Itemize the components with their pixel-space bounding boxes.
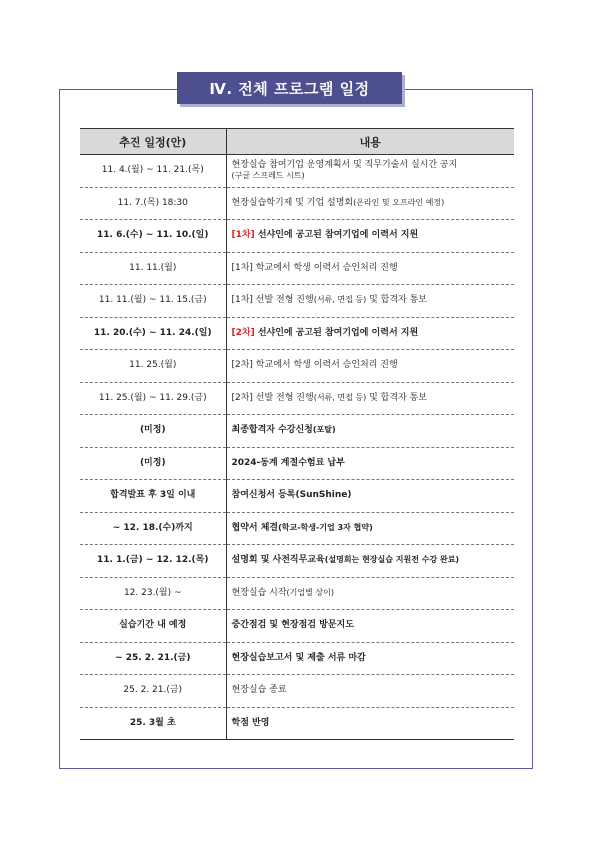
row-date: 12. 23.(월) ~ bbox=[80, 577, 226, 610]
row-date: 11. 11.(월) ~ 11. 15.(금) bbox=[80, 285, 226, 318]
table-row bbox=[80, 642, 514, 675]
row-content-note: (설명회는 현장실습 지원전 수강 완료) bbox=[324, 555, 460, 565]
row-content-main: 중간점검 및 현장점검 방문지도 bbox=[231, 620, 354, 631]
table-row bbox=[80, 382, 514, 415]
row-content-note: (기업별 상이) bbox=[286, 587, 334, 597]
row-content-tail: 및 합격자 통보 bbox=[366, 392, 427, 403]
row-content-main: 참여신청서 등록(SunShine) bbox=[231, 490, 352, 501]
row-content bbox=[226, 545, 514, 578]
row-content-tail: 및 합격자 통보 bbox=[366, 295, 427, 306]
row-date: 11. 25.(월) bbox=[80, 350, 226, 383]
table-row bbox=[80, 512, 514, 545]
row-date: 11. 20.(수) ~ 11. 24.(일) bbox=[80, 317, 226, 350]
row-date: 25. 3월 초 bbox=[80, 707, 226, 740]
table-row bbox=[80, 675, 514, 708]
row-content bbox=[226, 187, 514, 220]
row-content-main: 현장실습 시작 bbox=[231, 587, 287, 598]
row-content-main: [2차] 선발 전형 진행 bbox=[231, 392, 314, 403]
row-content bbox=[226, 317, 514, 350]
table-row bbox=[80, 447, 514, 480]
header-date: 추진 일정(안) bbox=[80, 129, 226, 155]
row-content-main: 현장실습학기제 및 기업 설명회 bbox=[231, 197, 354, 208]
row-content bbox=[226, 285, 514, 318]
table-row bbox=[80, 350, 514, 383]
row-date: ~ 25. 2. 21.(금) bbox=[80, 642, 226, 675]
row-content-main: 선샤인에 공고된 참여기업에 이력서 지원 bbox=[254, 327, 419, 338]
row-content bbox=[226, 480, 514, 513]
table-row bbox=[80, 252, 514, 285]
row-content-main: 2024-동계 계절수험료 납부 bbox=[231, 457, 345, 468]
row-date: (미정) bbox=[80, 415, 226, 448]
table-row bbox=[80, 577, 514, 610]
table-row bbox=[80, 155, 514, 188]
table-row bbox=[80, 317, 514, 350]
table-row bbox=[80, 220, 514, 253]
schedule-table bbox=[80, 128, 514, 740]
round-tag: [2차] bbox=[231, 327, 255, 338]
row-content bbox=[226, 350, 514, 383]
table-row bbox=[80, 187, 514, 220]
row-content bbox=[226, 155, 514, 188]
row-content-main: 협약서 체결 bbox=[231, 522, 279, 533]
row-content-main: 현장실습 종료 bbox=[231, 685, 287, 696]
row-content bbox=[226, 415, 514, 448]
row-date: 25. 2. 21.(금) bbox=[80, 675, 226, 708]
table-row bbox=[80, 545, 514, 578]
row-date: 11. 25.(월) ~ 11. 29.(금) bbox=[80, 382, 226, 415]
row-content bbox=[226, 707, 514, 740]
row-date: 11. 4.(월) ~ 11. 21.(목) bbox=[80, 155, 226, 188]
row-content-main: 학점 반영 bbox=[231, 717, 270, 728]
row-date: 11. 7.(목) 18:30 bbox=[80, 187, 226, 220]
row-date: 11. 6.(수) ~ 11. 10.(일) bbox=[80, 220, 226, 253]
row-content-main: 현장실습보고서 및 제출 서류 마감 bbox=[231, 652, 366, 663]
row-content-note: (포탈) bbox=[312, 425, 336, 435]
row-content bbox=[226, 642, 514, 675]
row-content-main: 설명회 및 사전직무교육 bbox=[231, 555, 325, 566]
row-date: 실습기간 내 예정 bbox=[80, 610, 226, 643]
row-content bbox=[226, 252, 514, 285]
table-row bbox=[80, 415, 514, 448]
section-title: Ⅳ. 전체 프로그램 일정 bbox=[177, 72, 402, 104]
row-content-main: 선샤인에 공고된 참여기업에 이력서 지원 bbox=[254, 230, 419, 241]
row-content bbox=[226, 512, 514, 545]
row-content bbox=[226, 610, 514, 643]
table-row bbox=[80, 707, 514, 740]
row-content-note: (서류, 면접 등) bbox=[313, 295, 367, 305]
row-content-main: [2차] 학교에서 학생 이력서 승인처리 진행 bbox=[231, 360, 398, 371]
row-content-line2: (구글 스프레드 시트) bbox=[231, 170, 305, 180]
row-content-main: 현장실습 참여기업 운영계획서 및 직무기술서 실시간 공지 bbox=[231, 159, 458, 170]
row-date: 합격발표 후 3일 이내 bbox=[80, 480, 226, 513]
row-content bbox=[226, 220, 514, 253]
row-content-note: (학교-학생-기업 3자 협약) bbox=[278, 522, 373, 532]
round-tag: [1차] bbox=[231, 230, 255, 241]
row-date: 11. 11.(월) bbox=[80, 252, 226, 285]
header-content: 내용 bbox=[226, 129, 514, 155]
row-content-main: [1차] 학교에서 학생 이력서 승인처리 진행 bbox=[231, 262, 398, 273]
table-row bbox=[80, 610, 514, 643]
row-content bbox=[226, 382, 514, 415]
row-content bbox=[226, 577, 514, 610]
row-content-note: (서류, 면접 등) bbox=[313, 392, 367, 402]
row-content-main: [1차] 선발 전형 진행 bbox=[231, 295, 314, 306]
table-row bbox=[80, 480, 514, 513]
table-header-row bbox=[80, 129, 514, 155]
row-content bbox=[226, 447, 514, 480]
table-row bbox=[80, 285, 514, 318]
row-content-note: (온라인 및 오프라인 예정) bbox=[353, 197, 445, 207]
row-date: 11. 1.(금) ~ 12. 12.(목) bbox=[80, 545, 226, 578]
row-date: ~ 12. 18.(수)까지 bbox=[80, 512, 226, 545]
row-date: (미정) bbox=[80, 447, 226, 480]
row-content bbox=[226, 675, 514, 708]
row-content-main: 최종합격자 수강신청 bbox=[231, 425, 313, 436]
